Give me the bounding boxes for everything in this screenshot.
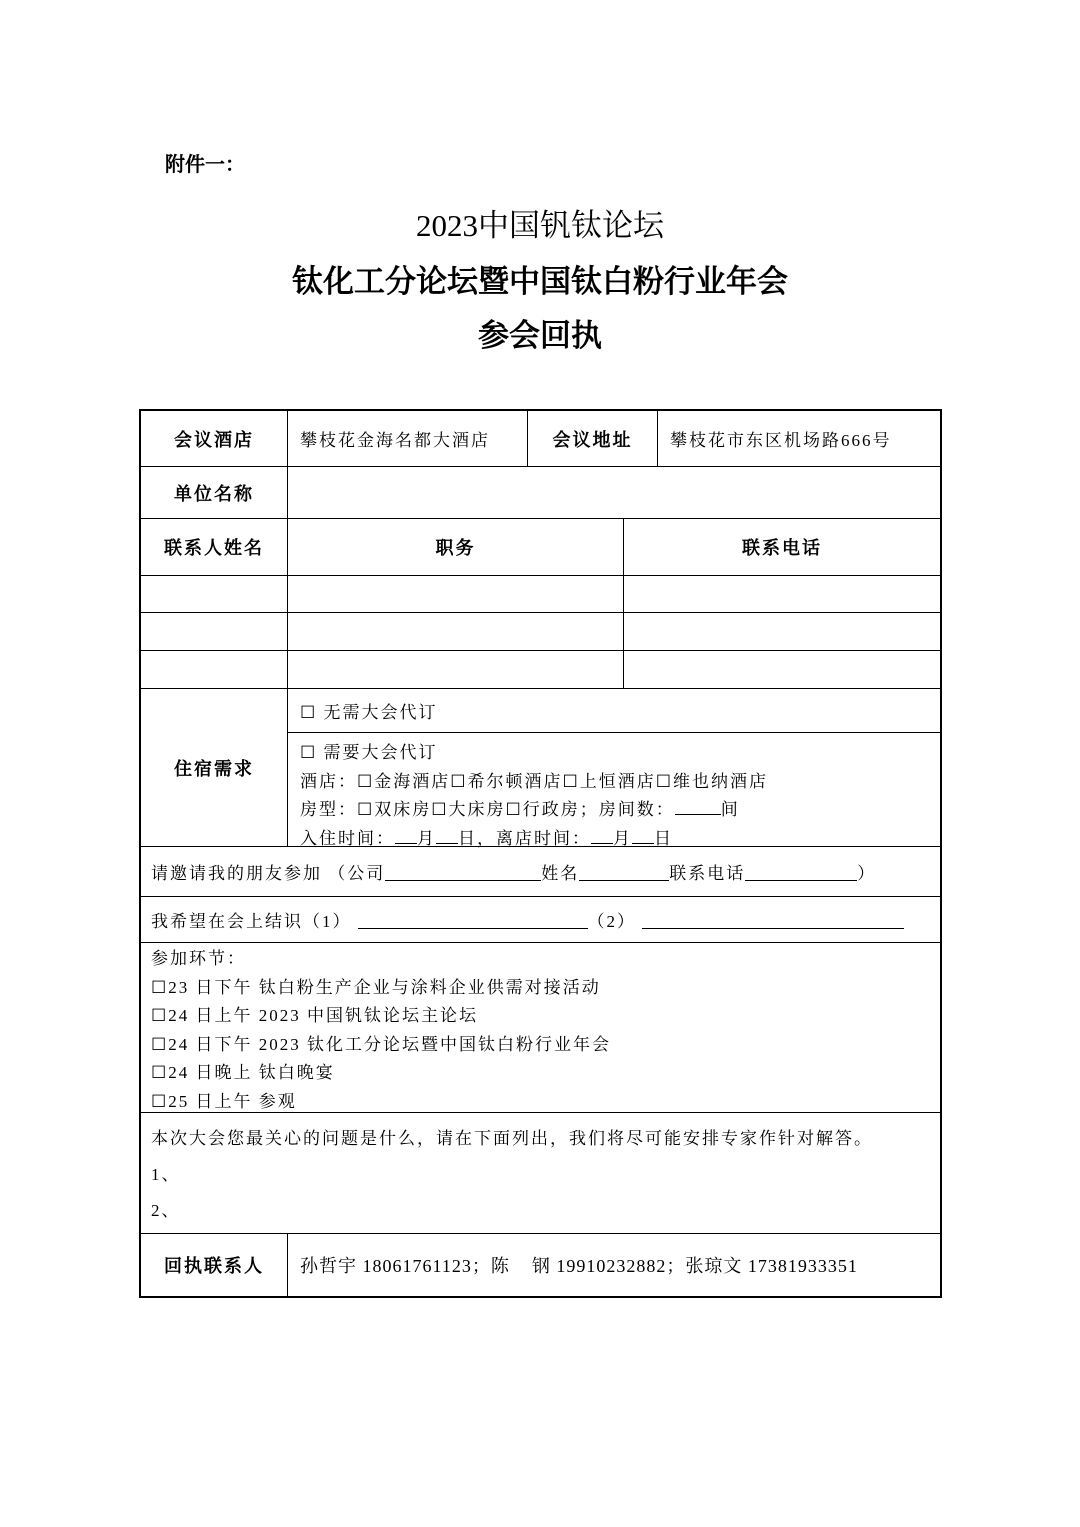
invite-friend-row — [140, 846, 941, 897]
need-booking-option[interactable]: ☐ 需要大会代订 — [300, 743, 438, 762]
room-type-options[interactable]: 房型：☐双床房☐大床房☐行政房；房间数： — [300, 800, 675, 819]
phone-input[interactable] — [623, 650, 941, 689]
invite-close: ） — [857, 864, 877, 883]
company-input[interactable] — [287, 466, 941, 519]
day-label: 日 — [654, 828, 673, 848]
question-prompt: 本次大会您最关心的问题是什么，请在下面列出，我们将尽可能安排专家作针对解答。 — [151, 1129, 873, 1148]
contact-name-input[interactable] — [140, 575, 288, 613]
room-type-line — [300, 796, 740, 825]
title-line-3: 参会回执 — [478, 318, 602, 353]
reply-contact-label: 回执联系人 — [140, 1233, 288, 1297]
contact-name-input[interactable] — [140, 612, 288, 651]
invite-name-label: 姓名 — [541, 864, 580, 883]
month-label: 月 — [417, 828, 436, 848]
session-option[interactable]: ☐24 日下午 2023 钛化工分论坛暨中国钛白粉行业年会 — [151, 1034, 611, 1054]
hotel-options[interactable]: 酒店：☐金海酒店☐希尔顿酒店☐上恒酒店☐维也纳酒店 — [300, 771, 768, 791]
sessions-label: 参加环节： — [151, 949, 246, 968]
reply-contact-value: 孙哲宇 18061761123；陈 钢 19910232882；张琼文 17381933351 — [287, 1233, 941, 1297]
contact-name-input[interactable] — [140, 650, 288, 689]
checkout-label: 日，离店时间： — [458, 828, 591, 848]
meet-2-label: （2） — [587, 912, 636, 931]
questions-section — [140, 1112, 941, 1234]
room-count-blank[interactable] — [675, 796, 721, 815]
checkin-label: 入住时间： — [300, 828, 395, 848]
position-input[interactable] — [287, 650, 624, 689]
session-option[interactable]: ☐25 日上午 参观 — [151, 1091, 297, 1111]
contact-name-header: 联系人姓名 — [140, 518, 288, 576]
month-label: 月 — [613, 828, 632, 848]
meet-label: 我希望在会上结识（1） — [151, 912, 352, 931]
meet-2-blank[interactable] — [642, 910, 904, 929]
checkout-month-blank[interactable] — [591, 825, 613, 844]
question-2[interactable]: 2、 — [151, 1201, 181, 1220]
session-option[interactable]: ☐24 日晚上 钛白晚宴 — [151, 1063, 335, 1082]
phone-header: 联系电话 — [623, 518, 941, 576]
invite-name-blank[interactable] — [579, 862, 669, 881]
invite-phone-label: 联系电话 — [669, 864, 746, 883]
position-input[interactable] — [287, 575, 624, 613]
room-unit: 间 — [720, 800, 740, 819]
checkin-month-blank[interactable] — [395, 825, 417, 844]
accommodation-label: 住宿需求 — [140, 688, 288, 847]
phone-input[interactable] — [623, 612, 941, 651]
phone-input[interactable] — [623, 575, 941, 613]
position-input[interactable] — [287, 612, 624, 651]
attachment-label: 附件一： — [165, 154, 245, 176]
invite-label: 请邀请我的朋友参加 （公司 — [151, 864, 386, 883]
company-label: 单位名称 — [140, 466, 288, 519]
question-1[interactable]: 1、 — [151, 1165, 181, 1184]
meet-1-blank[interactable] — [358, 910, 588, 929]
invite-phone-blank[interactable] — [745, 862, 857, 881]
no-booking-option[interactable]: ☐ 无需大会代订 — [287, 688, 941, 733]
checkin-day-blank[interactable] — [436, 825, 458, 844]
booking-details — [287, 732, 941, 847]
invite-company-blank[interactable] — [385, 862, 541, 881]
hotel-label: 会议酒店 — [140, 410, 288, 467]
session-option[interactable]: ☐24 日上午 2023 中国钒钛论坛主论坛 — [151, 1006, 478, 1025]
address-label: 会议地址 — [527, 410, 658, 467]
sessions-section — [140, 942, 941, 1113]
title-line-1: 2023中国钒钛论坛 — [416, 208, 664, 243]
hotel-value: 攀枝花金海名都大酒店 — [287, 410, 528, 467]
checkout-day-blank[interactable] — [632, 825, 654, 844]
title-line-2: 钛化工分论坛暨中国钛白粉行业年会 — [292, 264, 788, 299]
session-option[interactable]: ☐23 日下午 钛白粉生产企业与涂料企业供需对接活动 — [151, 977, 601, 997]
meet-row — [140, 896, 941, 943]
address-value: 攀枝花市东区机场路666号 — [657, 410, 941, 467]
position-header: 职务 — [287, 518, 624, 576]
